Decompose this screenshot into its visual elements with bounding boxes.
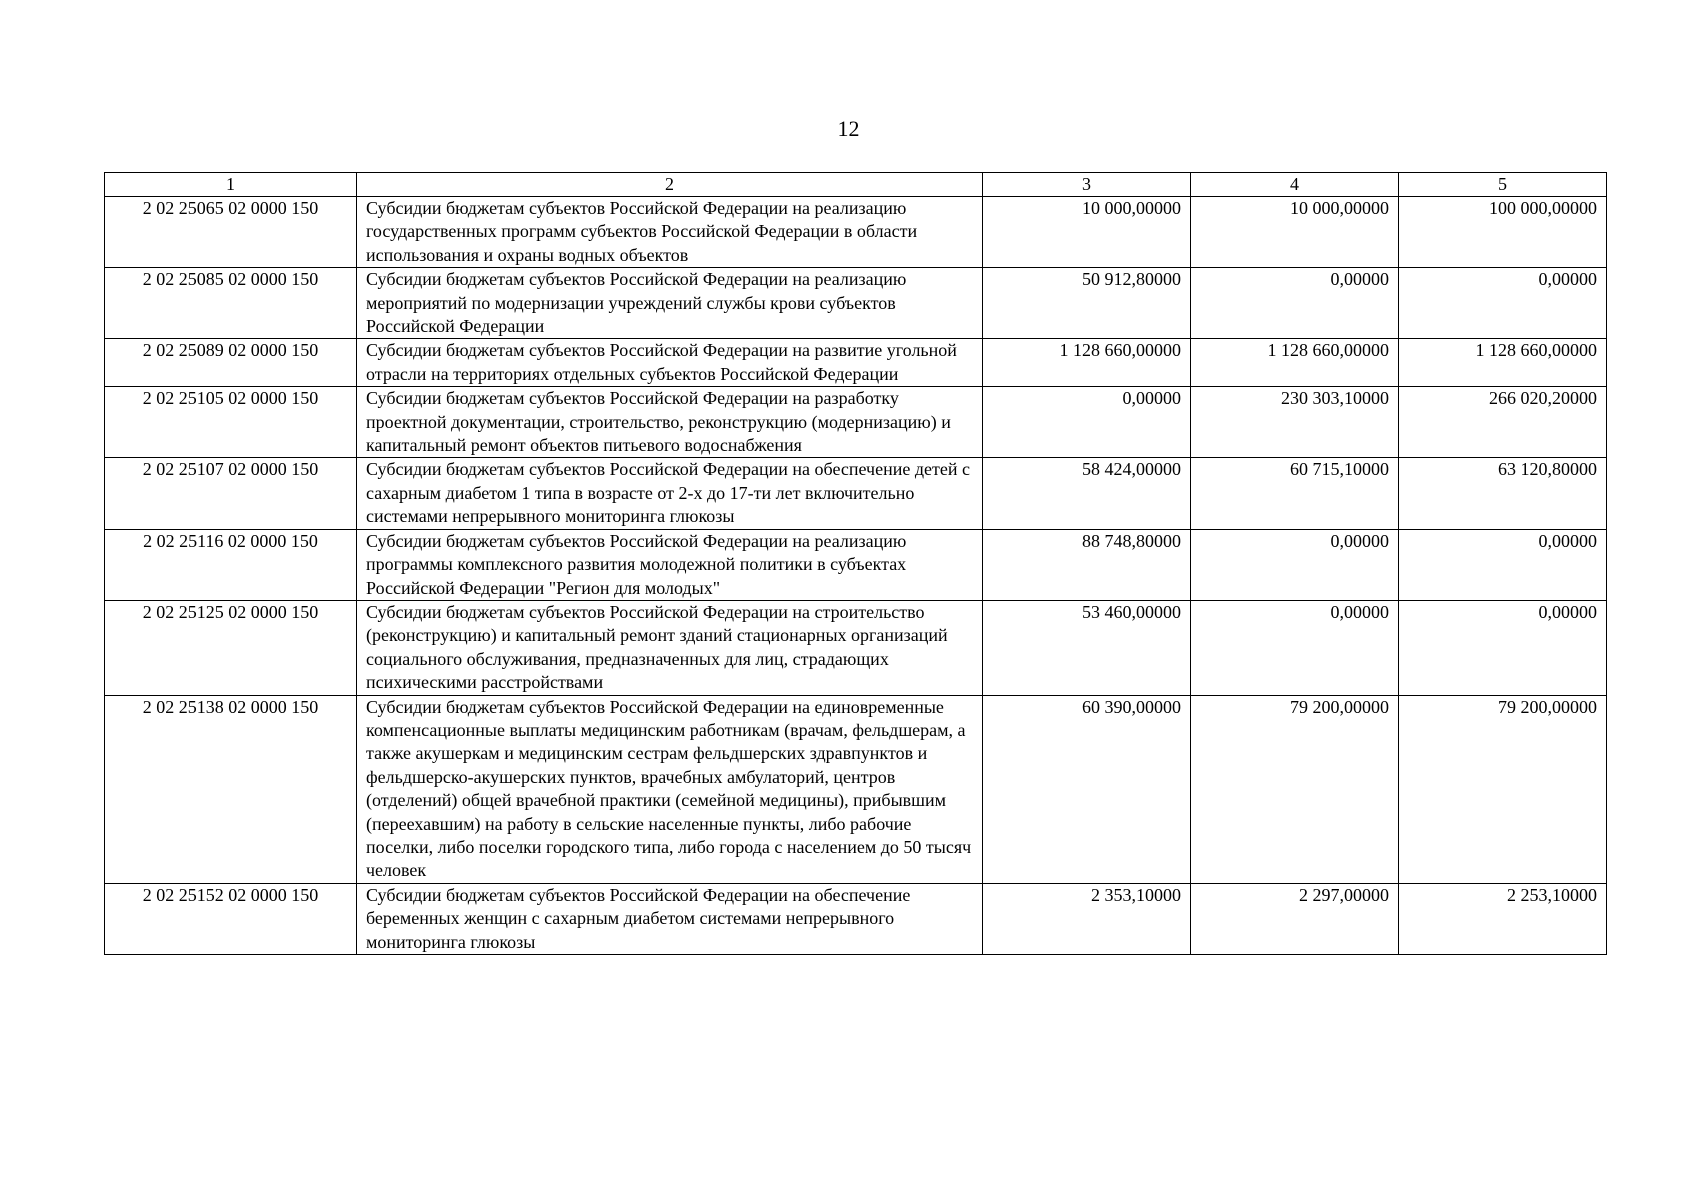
amount-col5-cell: 79 200,00000	[1399, 695, 1607, 883]
amount-col4-cell: 0,00000	[1191, 529, 1399, 600]
description-cell: Субсидии бюджетам субъектов Российской Федерации на строительство (реконструкцию) и капитальный ремонт зданий стационарных организаций социального обслуживания, предназначенных для лиц, страдающих психическими расстройствами	[357, 600, 983, 695]
amount-col3-cell: 0,00000	[983, 387, 1191, 458]
amount-col5-cell: 100 000,00000	[1399, 197, 1607, 268]
column-header-3: 3	[983, 173, 1191, 197]
budget-code-cell: 2 02 25065 02 0000 150	[105, 197, 357, 268]
amount-col5-cell: 1 128 660,00000	[1399, 339, 1607, 387]
amount-col4-cell: 0,00000	[1191, 600, 1399, 695]
description-cell: Субсидии бюджетам субъектов Российской Федерации на разработку проектной документации, строительство, реконструкцию (модернизацию) и капитальный ремонт объектов питьевого водоснабжения	[357, 387, 983, 458]
description-cell: Субсидии бюджетам субъектов Российской Федерации на реализацию мероприятий по модернизации учреждений службы крови субъектов Российской Федерации	[357, 268, 983, 339]
column-header-2: 2	[357, 173, 983, 197]
amount-col3-cell: 2 353,10000	[983, 883, 1191, 954]
amount-col4-cell: 2 297,00000	[1191, 883, 1399, 954]
amount-col3-cell: 1 128 660,00000	[983, 339, 1191, 387]
table-row	[105, 458, 1607, 529]
amount-col3-cell: 58 424,00000	[983, 458, 1191, 529]
page-number: 12	[837, 116, 860, 141]
table-row	[105, 883, 1607, 954]
amount-col4-cell: 0,00000	[1191, 268, 1399, 339]
budget-code-cell: 2 02 25152 02 0000 150	[105, 883, 357, 954]
budget-code-cell: 2 02 25116 02 0000 150	[105, 529, 357, 600]
table-row	[105, 339, 1607, 387]
amount-col4-cell: 79 200,00000	[1191, 695, 1399, 883]
description-cell: Субсидии бюджетам субъектов Российской Федерации на реализацию государственных программ субъектов Российской Федерации в области использования и охраны водных объектов	[357, 197, 983, 268]
table-row	[105, 387, 1607, 458]
amount-col3-cell: 53 460,00000	[983, 600, 1191, 695]
amount-col5-cell: 0,00000	[1399, 529, 1607, 600]
column-header-1: 1	[105, 173, 357, 197]
table-row	[105, 695, 1607, 883]
budget-table	[104, 172, 1607, 955]
budget-code-cell: 2 02 25105 02 0000 150	[105, 387, 357, 458]
description-cell: Субсидии бюджетам субъектов Российской Федерации на реализацию программы комплексного развития молодежной политики в субъектах Российской Федерации "Регион для молодых"	[357, 529, 983, 600]
amount-col4-cell: 10 000,00000	[1191, 197, 1399, 268]
description-cell: Субсидии бюджетам субъектов Российской Федерации на обеспечение детей с сахарным диабетом 1 типа в возрасте от 2-х до 17-ти лет включительно системами непрерывного мониторинга глюкозы	[357, 458, 983, 529]
column-header-4: 4	[1191, 173, 1399, 197]
amount-col5-cell: 0,00000	[1399, 268, 1607, 339]
column-header-5: 5	[1399, 173, 1607, 197]
budget-code-cell: 2 02 25085 02 0000 150	[105, 268, 357, 339]
amount-col3-cell: 50 912,80000	[983, 268, 1191, 339]
table-header-row	[105, 173, 1607, 197]
budget-code-cell: 2 02 25125 02 0000 150	[105, 600, 357, 695]
budget-code-cell: 2 02 25138 02 0000 150	[105, 695, 357, 883]
amount-col5-cell: 63 120,80000	[1399, 458, 1607, 529]
table-row	[105, 197, 1607, 268]
description-cell: Субсидии бюджетам субъектов Российской Федерации на развитие угольной отрасли на территориях отдельных субъектов Российской Федерации	[357, 339, 983, 387]
description-cell: Субсидии бюджетам субъектов Российской Федерации на единовременные компенсационные выплаты медицинским работникам (врачам, фельдшерам, а также акушеркам и медицинским сестрам фельдшерских здравпунктов и фельдшерско-акушерских пунктов, врачебных амбулаторий, центров (отделений) общей врачебной практики (семейной медицины), прибывшим (переехавшим) на работу в сельские населенные пункты, либо рабочие поселки, либо поселки городского типа, либо города с населением до 50 тысяч человек	[357, 695, 983, 883]
budget-code-cell: 2 02 25089 02 0000 150	[105, 339, 357, 387]
table-row	[105, 600, 1607, 695]
amount-col5-cell: 266 020,20000	[1399, 387, 1607, 458]
budget-code-cell: 2 02 25107 02 0000 150	[105, 458, 357, 529]
amount-col5-cell: 2 253,10000	[1399, 883, 1607, 954]
amount-col3-cell: 60 390,00000	[983, 695, 1191, 883]
table-row	[105, 268, 1607, 339]
table-row	[105, 529, 1607, 600]
amount-col5-cell: 0,00000	[1399, 600, 1607, 695]
amount-col4-cell: 230 303,10000	[1191, 387, 1399, 458]
description-cell: Субсидии бюджетам субъектов Российской Федерации на обеспечение беременных женщин с сахарным диабетом системами непрерывного мониторинга глюкозы	[357, 883, 983, 954]
amount-col4-cell: 1 128 660,00000	[1191, 339, 1399, 387]
amount-col3-cell: 88 748,80000	[983, 529, 1191, 600]
amount-col3-cell: 10 000,00000	[983, 197, 1191, 268]
amount-col4-cell: 60 715,10000	[1191, 458, 1399, 529]
